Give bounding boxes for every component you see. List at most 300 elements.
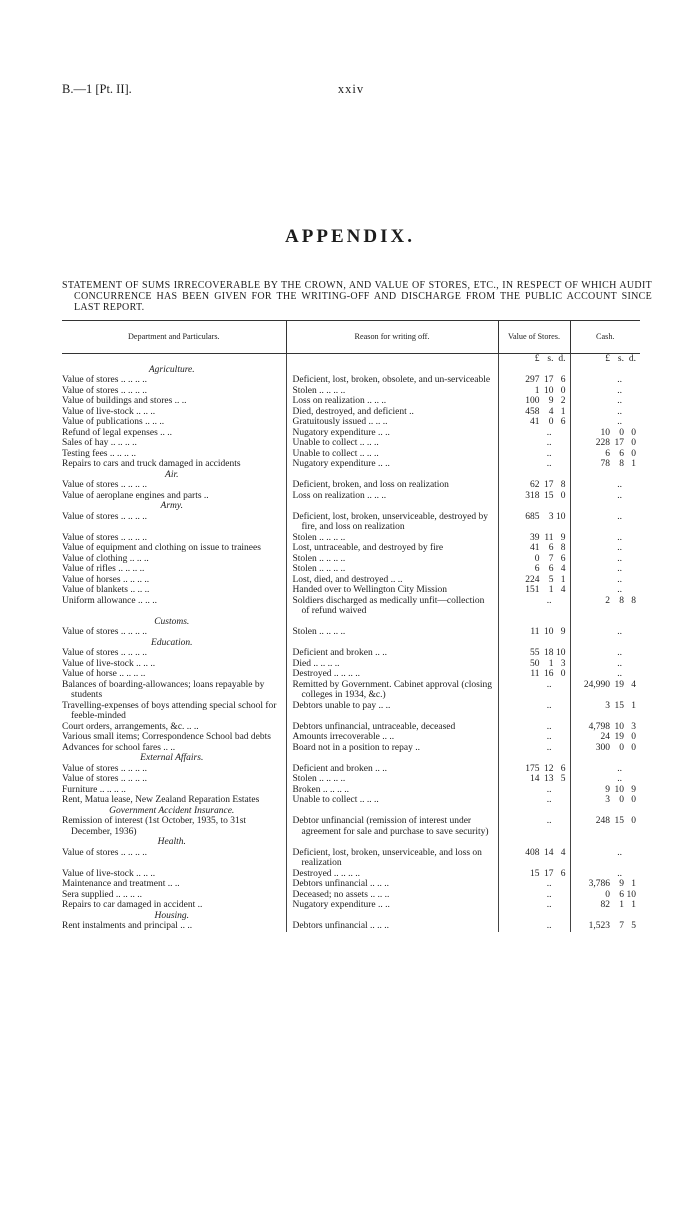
particulars-cell bbox=[62, 596, 286, 617]
stores-value-cell bbox=[498, 512, 570, 533]
table-row bbox=[62, 774, 640, 785]
pence-value: 6 bbox=[560, 868, 566, 879]
nil-placeholder: .. bbox=[617, 868, 622, 879]
section-heading-row bbox=[62, 501, 640, 512]
amount bbox=[499, 459, 570, 470]
nil-placeholder: .. bbox=[617, 406, 622, 417]
stores-value-cell bbox=[498, 921, 570, 932]
stores-value-cell bbox=[498, 554, 570, 565]
nil-placeholder: .. bbox=[617, 480, 622, 490]
reason-text: Stolen .. .. .. .. bbox=[292, 774, 346, 784]
nil-placeholder: .. bbox=[546, 721, 552, 732]
reason-text: Remitted by Government. Cabinet approval (closing colleges in 1934, &c.) bbox=[292, 679, 492, 700]
particular-text: Value of aeroplane engines and parts .. bbox=[62, 490, 209, 501]
amount bbox=[499, 848, 570, 859]
amount bbox=[571, 585, 641, 596]
pounds-value: 408 bbox=[525, 847, 540, 858]
amount bbox=[571, 785, 641, 796]
table-row bbox=[62, 890, 640, 901]
pounds-value: 3 bbox=[605, 795, 610, 805]
amount bbox=[571, 575, 641, 586]
nil-placeholder: .. bbox=[546, 459, 552, 469]
cash-value-cell bbox=[570, 722, 640, 733]
stores-value-cell bbox=[498, 785, 570, 796]
shillings-value: 11 bbox=[544, 532, 554, 543]
cash-value-cell bbox=[570, 648, 640, 659]
particular-text: Value of live-stock .. .. .. bbox=[62, 868, 156, 879]
reason-cell bbox=[286, 480, 498, 491]
column-header-cash: Cash. bbox=[570, 321, 640, 354]
table-row bbox=[62, 900, 640, 911]
reason-cell bbox=[286, 543, 498, 554]
table-row bbox=[62, 879, 640, 890]
pounds-value: 62 bbox=[530, 480, 540, 490]
particulars-cell bbox=[62, 396, 286, 407]
pence-value: 5 bbox=[560, 774, 566, 784]
particular-text: Value of equipment and clothing on issue to trainees bbox=[62, 543, 261, 553]
nil-placeholder: .. bbox=[546, 784, 552, 795]
particular-text: Balances of boarding-allowances; loans repayable by students bbox=[62, 679, 265, 700]
amount bbox=[499, 659, 570, 670]
amount bbox=[499, 417, 570, 428]
stores-value-cell bbox=[498, 533, 570, 544]
particulars-cell bbox=[62, 848, 286, 869]
amount bbox=[499, 512, 570, 523]
section-heading-spacer bbox=[286, 470, 498, 481]
reason-text: Stolen .. .. .. .. bbox=[292, 532, 346, 543]
pence-unit: d. bbox=[558, 354, 566, 364]
shillings-value: 17 bbox=[544, 480, 554, 490]
amount bbox=[571, 701, 641, 712]
particular-text: Value of blankets .. .. .. bbox=[62, 585, 150, 595]
cash-value-cell bbox=[570, 900, 640, 911]
amount bbox=[571, 869, 641, 880]
stores-currency-units bbox=[499, 354, 570, 365]
pence-value: 8 bbox=[560, 543, 566, 553]
section-heading-spacer bbox=[498, 911, 570, 922]
shillings-value: 10 bbox=[614, 784, 624, 795]
amount bbox=[499, 543, 570, 554]
pounds-unit: £ bbox=[605, 354, 610, 364]
particular-text: Repairs to cars and truck damaged in accidents bbox=[62, 459, 241, 469]
reason-text: Stolen .. .. .. .. bbox=[292, 627, 346, 637]
amount bbox=[571, 449, 641, 460]
table-row bbox=[62, 648, 640, 659]
reason-text: Destroyed .. .. .. .. bbox=[292, 868, 361, 879]
reason-text: Destroyed .. .. .. .. bbox=[292, 669, 361, 679]
section-heading: Agriculture. bbox=[148, 364, 195, 375]
amount bbox=[571, 596, 641, 607]
particular-text: Court orders, arrangements, &c. .. .. bbox=[62, 721, 199, 732]
cash-value-cell bbox=[570, 921, 640, 932]
particular-text: Sales of hay .. .. .. .. bbox=[62, 438, 137, 448]
reason-text: Lost, untraceable, and destroyed by fire bbox=[292, 543, 444, 553]
reason-cell bbox=[286, 795, 498, 806]
particulars-cell bbox=[62, 743, 286, 754]
cash-value-cell bbox=[570, 869, 640, 880]
section-heading: Air. bbox=[165, 469, 179, 480]
pence-value: 2 bbox=[560, 396, 566, 406]
reason-text: Debtors unfinancial, untraceable, deceased bbox=[292, 721, 456, 732]
particulars-cell bbox=[62, 428, 286, 439]
cash-value-cell bbox=[570, 480, 640, 491]
reason-text: Unable to collect .. .. .. bbox=[292, 438, 379, 448]
particulars-cell bbox=[62, 669, 286, 680]
pounds-value: 224 bbox=[525, 574, 540, 585]
section-heading-spacer bbox=[498, 638, 570, 649]
reason-cell bbox=[286, 890, 498, 901]
amount bbox=[571, 921, 641, 932]
table-row bbox=[62, 491, 640, 502]
section-heading-spacer bbox=[570, 806, 640, 817]
section-heading-spacer bbox=[498, 365, 570, 376]
amount bbox=[499, 449, 570, 460]
reason-text: Deceased; no assets .. .. .. bbox=[292, 889, 390, 900]
particular-text: Value of stores .. .. .. .. bbox=[62, 627, 147, 637]
table-row bbox=[62, 816, 640, 837]
pounds-value: 41 bbox=[530, 543, 540, 553]
nil-placeholder: .. bbox=[546, 595, 552, 606]
pence-value: 9 bbox=[631, 784, 636, 795]
pence-value: 6 bbox=[560, 553, 566, 564]
amount bbox=[571, 879, 641, 890]
nil-placeholder: .. bbox=[546, 679, 552, 690]
stores-value-cell bbox=[498, 564, 570, 575]
nil-placeholder: .. bbox=[617, 532, 622, 543]
shillings-value: 19 bbox=[614, 679, 624, 690]
cash-value-cell bbox=[570, 533, 640, 544]
particulars-cell bbox=[62, 543, 286, 554]
reason-text: Stolen .. .. .. .. bbox=[292, 553, 346, 564]
reason-text: Deficient and broken .. .. bbox=[292, 763, 387, 774]
section-heading-spacer bbox=[570, 753, 640, 764]
shillings-value: 6 bbox=[548, 543, 554, 553]
pounds-value: 4,798 bbox=[588, 721, 610, 732]
particulars-cell bbox=[62, 764, 286, 775]
pence-value: 0 bbox=[631, 816, 636, 826]
amount bbox=[499, 428, 570, 439]
particulars-cell bbox=[62, 816, 286, 837]
table-row bbox=[62, 386, 640, 397]
cash-value-cell bbox=[570, 669, 640, 680]
column-header-particulars: Department and Particulars. bbox=[62, 321, 286, 354]
table-row bbox=[62, 428, 640, 439]
pounds-value: 1 bbox=[534, 385, 540, 396]
shillings-value: 14 bbox=[544, 847, 554, 858]
stores-value-cell bbox=[498, 869, 570, 880]
pence-value: 4 bbox=[631, 679, 636, 690]
cash-value-cell bbox=[570, 543, 640, 554]
cash-value-cell bbox=[570, 596, 640, 617]
shillings-value: 16 bbox=[544, 669, 554, 679]
section-heading-row bbox=[62, 638, 640, 649]
reason-text: Deficient, lost, broken, unserviceable, destroyed by fire, and loss on realization bbox=[292, 511, 488, 532]
stores-value-cell bbox=[498, 438, 570, 449]
particular-text: Value of stores .. .. .. .. bbox=[62, 774, 147, 784]
shillings-value: 0 bbox=[548, 417, 554, 427]
stores-value-cell bbox=[498, 459, 570, 470]
section-heading-row bbox=[62, 365, 640, 376]
nil-placeholder: .. bbox=[617, 669, 622, 679]
pounds-value: 39 bbox=[530, 532, 540, 543]
reason-cell bbox=[286, 533, 498, 544]
nil-placeholder: .. bbox=[546, 448, 552, 459]
amount bbox=[571, 627, 641, 638]
stores-value-cell bbox=[498, 795, 570, 806]
cash-value-cell bbox=[570, 627, 640, 638]
shillings-value: 6 bbox=[619, 448, 624, 459]
cash-value-cell bbox=[570, 564, 640, 575]
section-heading-row bbox=[62, 911, 640, 922]
table-row bbox=[62, 743, 640, 754]
statement-heading: STATEMENT OF SUMS IRRECOVERABLE BY THE CROWN, AND VALUE OF STORES, ETC., IN RESPECT OF WHICH AUDIT CONCURRENCE HAS BEEN GIVEN FOR THE WRITING-OFF AND DISCHARGE FROM THE PUBLIC ACCOUNT SINCE LAST REPORT. bbox=[62, 280, 652, 313]
stores-value-cell bbox=[498, 386, 570, 397]
reason-cell bbox=[286, 785, 498, 796]
table-row bbox=[62, 564, 640, 575]
amount bbox=[571, 680, 641, 691]
reason-text: Gratuitously issued .. .. .. bbox=[292, 417, 388, 427]
pence-value: 5 bbox=[631, 921, 636, 931]
reason-text: Deficient and broken .. .. bbox=[292, 648, 387, 658]
cash-value-cell bbox=[570, 375, 640, 386]
reason-text: Debtors unfinancial .. .. .. bbox=[292, 921, 390, 931]
pence-value: 10 bbox=[556, 648, 566, 658]
nil-placeholder: .. bbox=[617, 774, 622, 784]
particular-text: Rent instalments and principal .. .. bbox=[62, 921, 193, 931]
shillings-value: 8 bbox=[619, 459, 624, 469]
reason-cell bbox=[286, 816, 498, 837]
section-heading-spacer bbox=[498, 806, 570, 817]
shillings-value: 15 bbox=[614, 700, 624, 711]
shillings-value: 9 bbox=[548, 396, 554, 406]
pence-value: 0 bbox=[560, 669, 566, 679]
reason-text: Deficient, lost, broken, unserviceable, and loss on realization bbox=[292, 847, 482, 868]
nil-placeholder: .. bbox=[617, 763, 622, 774]
amount bbox=[571, 438, 641, 449]
reason-text: Board not in a position to repay .. bbox=[292, 742, 420, 753]
shillings-value: 9 bbox=[619, 879, 624, 889]
shillings-value: 1 bbox=[548, 658, 554, 669]
table-row bbox=[62, 921, 640, 932]
amount bbox=[499, 890, 570, 901]
pounds-value: 6 bbox=[605, 448, 610, 459]
cash-value-cell bbox=[570, 732, 640, 743]
particulars-cell bbox=[62, 491, 286, 502]
nil-placeholder: .. bbox=[617, 511, 622, 522]
nil-placeholder: .. bbox=[617, 396, 622, 406]
shillings-value: 3 bbox=[548, 511, 554, 522]
amount bbox=[499, 585, 570, 596]
reason-cell bbox=[286, 375, 498, 386]
table-row bbox=[62, 480, 640, 491]
pounds-value: 41 bbox=[530, 417, 540, 427]
pounds-value: 3,786 bbox=[588, 879, 610, 889]
nil-placeholder: .. bbox=[617, 658, 622, 669]
table-row bbox=[62, 396, 640, 407]
shillings-value: 0 bbox=[619, 427, 624, 438]
reason-text: Handed over to Wellington City Mission bbox=[292, 585, 447, 595]
section-heading: Government Accident Insurance. bbox=[109, 805, 235, 816]
nil-placeholder: .. bbox=[617, 543, 622, 553]
section-heading-spacer bbox=[570, 365, 640, 376]
reason-cell bbox=[286, 722, 498, 733]
amount bbox=[499, 701, 570, 712]
amount bbox=[499, 722, 570, 733]
table-row bbox=[62, 764, 640, 775]
amount bbox=[571, 428, 641, 439]
particular-text: Value of publications .. .. .. bbox=[62, 417, 165, 427]
table-row bbox=[62, 407, 640, 418]
nil-placeholder: .. bbox=[546, 879, 552, 889]
pounds-value: 3 bbox=[605, 700, 610, 711]
shillings-value: 18 bbox=[544, 648, 554, 658]
reason-text: Deficient, broken, and loss on realization bbox=[292, 480, 449, 490]
cash-value-cell bbox=[570, 491, 640, 502]
shillings-value: 0 bbox=[619, 742, 624, 753]
nil-placeholder: .. bbox=[617, 847, 622, 858]
section-heading-row bbox=[62, 837, 640, 848]
pence-value: 6 bbox=[560, 417, 566, 427]
pence-value: 0 bbox=[631, 438, 636, 448]
pounds-value: 100 bbox=[525, 396, 540, 406]
pence-value: 1 bbox=[631, 459, 636, 469]
section-heading-row bbox=[62, 470, 640, 481]
particulars-cell bbox=[62, 722, 286, 733]
cash-value-cell bbox=[570, 680, 640, 701]
shillings-value: 6 bbox=[619, 889, 624, 900]
pounds-unit: £ bbox=[534, 354, 540, 364]
stores-value-cell bbox=[498, 722, 570, 733]
pence-value: 1 bbox=[631, 879, 636, 889]
reason-cell bbox=[286, 732, 498, 743]
pounds-value: 55 bbox=[530, 648, 540, 658]
stores-value-cell bbox=[498, 585, 570, 596]
shillings-value: 0 bbox=[619, 795, 624, 805]
particular-text: Uniform allowance .. .. .. bbox=[62, 595, 157, 606]
reason-cell bbox=[286, 585, 498, 596]
table-row bbox=[62, 575, 640, 586]
particular-text: Value of stores .. .. .. .. bbox=[62, 480, 147, 490]
amount bbox=[499, 900, 570, 911]
table-row bbox=[62, 543, 640, 554]
section-heading-spacer bbox=[286, 365, 498, 376]
nil-placeholder: .. bbox=[617, 375, 622, 385]
section-heading-spacer bbox=[286, 753, 498, 764]
reason-cell bbox=[286, 921, 498, 932]
amount bbox=[571, 554, 641, 565]
shillings-value: 17 bbox=[614, 438, 624, 448]
stores-value-cell bbox=[498, 900, 570, 911]
particulars-cell bbox=[62, 386, 286, 397]
amount bbox=[571, 375, 641, 386]
shillings-value: 12 bbox=[544, 763, 554, 774]
pounds-value: 9 bbox=[605, 784, 610, 795]
stores-value-cell bbox=[498, 680, 570, 701]
amount bbox=[571, 722, 641, 733]
stores-value-cell bbox=[498, 648, 570, 659]
amount bbox=[499, 491, 570, 502]
cash-value-cell bbox=[570, 459, 640, 470]
pence-value: 10 bbox=[626, 889, 636, 900]
nil-placeholder: .. bbox=[617, 564, 622, 574]
pence-value: 6 bbox=[560, 375, 566, 385]
cash-value-cell bbox=[570, 743, 640, 754]
reason-cell bbox=[286, 627, 498, 638]
shillings-value: 17 bbox=[544, 375, 554, 385]
stores-value-cell bbox=[498, 669, 570, 680]
amount bbox=[571, 890, 641, 901]
stores-value-cell bbox=[498, 764, 570, 775]
stores-value-cell bbox=[498, 449, 570, 460]
reason-cell bbox=[286, 554, 498, 565]
amount bbox=[571, 480, 641, 491]
pounds-value: 228 bbox=[595, 438, 610, 448]
reason-cell bbox=[286, 449, 498, 460]
amount bbox=[571, 648, 641, 659]
pounds-value: 1,523 bbox=[588, 921, 610, 931]
amount bbox=[499, 533, 570, 544]
reason-cell bbox=[286, 869, 498, 880]
cash-value-cell bbox=[570, 795, 640, 806]
amount bbox=[571, 543, 641, 554]
table-body bbox=[62, 354, 640, 932]
nil-placeholder: .. bbox=[546, 742, 552, 753]
section-heading-spacer bbox=[498, 470, 570, 481]
nil-placeholder: .. bbox=[617, 553, 622, 564]
reason-text: Nugatory expenditure .. .. bbox=[292, 427, 390, 438]
pence-value: 1 bbox=[631, 900, 636, 910]
reason-cell bbox=[286, 575, 498, 586]
reason-text: Stolen .. .. .. .. bbox=[292, 385, 346, 396]
particular-text: Remission of interest (1st October, 1935, to 31st December, 1936) bbox=[62, 816, 247, 837]
particulars-cell bbox=[62, 785, 286, 796]
amount bbox=[571, 743, 641, 754]
cash-value-cell bbox=[570, 659, 640, 670]
stores-value-cell bbox=[498, 480, 570, 491]
reason-cell bbox=[286, 512, 498, 533]
section-heading-spacer bbox=[570, 501, 640, 512]
amount bbox=[571, 491, 641, 502]
particular-text: Value of buildings and stores .. .. bbox=[62, 396, 187, 406]
cash-value-cell bbox=[570, 890, 640, 901]
stores-value-cell bbox=[498, 732, 570, 743]
particulars-cell bbox=[62, 648, 286, 659]
shillings-value: 13 bbox=[544, 774, 554, 784]
pence-value: 8 bbox=[560, 480, 566, 490]
pence-value: 1 bbox=[560, 406, 566, 417]
particular-text: Value of stores .. .. .. .. bbox=[62, 847, 147, 858]
reason-text: Unable to collect .. .. .. bbox=[292, 448, 379, 459]
cash-value-cell bbox=[570, 585, 640, 596]
table-row bbox=[62, 459, 640, 470]
particulars-cell bbox=[62, 480, 286, 491]
reason-text: Debtor unfinancial (remission of interest under agreement for sale and purchase to save security) bbox=[292, 816, 489, 837]
reason-text: Broken .. .. .. .. bbox=[292, 784, 349, 795]
particular-text: Value of live-stock .. .. .. bbox=[62, 406, 156, 417]
page-header bbox=[62, 82, 640, 98]
shillings-value: 7 bbox=[619, 921, 624, 931]
section-heading: Customs. bbox=[154, 616, 190, 627]
pence-value: 0 bbox=[631, 742, 636, 753]
table-row bbox=[62, 795, 640, 806]
reason-cell bbox=[286, 701, 498, 722]
stores-value-cell bbox=[498, 816, 570, 837]
section-heading-spacer bbox=[570, 911, 640, 922]
pence-value: 3 bbox=[631, 721, 636, 732]
pence-value: 0 bbox=[631, 732, 636, 742]
shillings-value: 15 bbox=[614, 816, 624, 826]
reason-cell bbox=[286, 743, 498, 754]
